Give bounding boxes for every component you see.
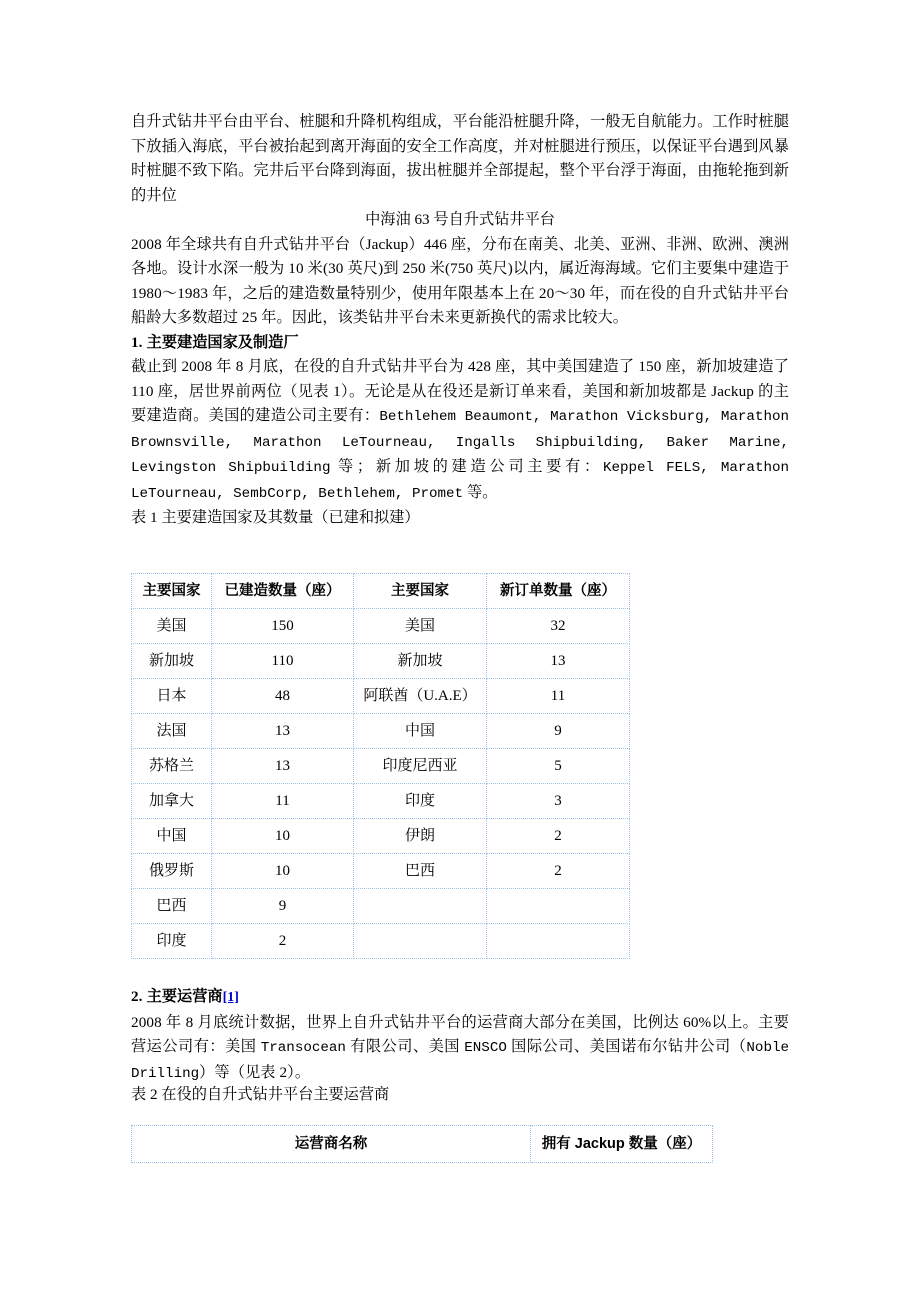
section-2-text-part2: 有限公司、美国 xyxy=(345,1038,465,1055)
table-header-row xyxy=(132,1126,713,1163)
operator-company-2: ENSCO xyxy=(464,1040,507,1056)
country-order-cell: 伊朗 xyxy=(354,819,487,854)
table-1-header-cell: 新订单数量（座） xyxy=(487,574,630,609)
built-count-cell: 48 xyxy=(212,679,354,714)
table-1-caption: 表 1 主要建造国家及其数量（已建和拟建） xyxy=(131,509,420,526)
table-1-header-cell: 主要国家 xyxy=(354,574,487,609)
country-order-cell: 印度 xyxy=(354,784,487,819)
country-built-cell: 新加坡 xyxy=(132,644,212,679)
table-row xyxy=(132,609,630,644)
order-count-cell: 3 xyxy=(487,784,630,819)
section-2-heading xyxy=(131,985,789,1011)
section-2-paragraph xyxy=(131,1011,789,1087)
operator-company-1: Transocean xyxy=(260,1040,346,1056)
section-1-paragraph xyxy=(131,355,789,506)
built-count-cell: 2 xyxy=(212,924,354,959)
built-count-cell: 110 xyxy=(212,644,354,679)
section-1-heading xyxy=(131,331,789,356)
table-row xyxy=(132,679,630,714)
order-count-cell xyxy=(487,889,630,924)
section-2-text-part4: ）等（见表 2）。 xyxy=(199,1063,311,1081)
country-order-cell: 美国 xyxy=(354,609,487,644)
built-count-cell: 10 xyxy=(212,854,354,889)
table-row xyxy=(132,784,630,819)
document-body xyxy=(131,110,789,531)
order-count-cell: 5 xyxy=(487,749,630,784)
operator-company-3: Noble Drilling xyxy=(131,1040,789,1082)
table-header-row xyxy=(132,574,630,609)
section-2-text-part1: 2008 年 8 月底统计数据，世界上自升式钻井平台的运营商大部分在美国，比例达 60%以上。主要营运公司有：美国 xyxy=(131,1013,789,1055)
table-1-header-cell: 已建造数量（座） xyxy=(212,574,354,609)
country-order-cell: 巴西 xyxy=(354,854,487,889)
built-count-cell: 13 xyxy=(212,749,354,784)
us-builders-list: Bethlehem Beaumont, Marathon Vicksburg, Marathon Brownsville, Marathon LeTourneau, Ingalls Shipbuilding, Baker Marine, Levingston Shipbuilding xyxy=(131,409,789,476)
figure-caption-title: 中海油 63 号自升式钻井平台 xyxy=(365,211,555,228)
order-count-cell: 13 xyxy=(487,644,630,679)
country-built-cell: 中国 xyxy=(132,819,212,854)
section-1-text-mid: 等；新加坡的建造公司主要有： xyxy=(330,458,603,475)
table-row xyxy=(132,644,630,679)
country-built-cell: 加拿大 xyxy=(132,784,212,819)
section-2-text-part3: 国际公司、美国诺布尔钻井公司（ xyxy=(506,1038,747,1055)
table-1-header-cell: 主要国家 xyxy=(132,574,212,609)
built-count-cell: 10 xyxy=(212,819,354,854)
footnote-reference-link[interactable]: [1] xyxy=(222,990,239,1005)
table-2-header-cell: 运营商名称 xyxy=(132,1126,531,1163)
country-built-cell: 法国 xyxy=(132,714,212,749)
country-built-cell: 苏格兰 xyxy=(132,749,212,784)
country-order-cell xyxy=(354,889,487,924)
order-count-cell xyxy=(487,924,630,959)
operators-table xyxy=(131,1125,713,1163)
table-2-caption: 表 2 在役的自升式钻井平台主要运营商 xyxy=(131,1086,390,1103)
intro-paragraph: 自升式钻井平台由平台、桩腿和升降机构组成，平台能沿桩腿升降，一般无自航能力。工作时桩腿下放插入海底，平台被抬起到离开海面的安全工作高度，并对桩腿进行预压，以保证平台遇到风暴时桩腿不致下陷。完井后平台降到海面，拔出桩腿并全部提起，整个平台浮于海面，由拖轮拖到新的井位 xyxy=(131,113,789,204)
table-row xyxy=(132,889,630,924)
order-count-cell: 11 xyxy=(487,679,630,714)
country-order-cell: 新加坡 xyxy=(354,644,487,679)
country-order-cell: 印度尼西亚 xyxy=(354,749,487,784)
section-2-block xyxy=(131,985,789,1086)
country-order-cell: 中国 xyxy=(354,714,487,749)
table-2-header-cell: 拥有 Jackup 数量（座） xyxy=(531,1126,713,1163)
section-1-text-end: 等。 xyxy=(463,483,498,501)
singapore-builders-list: Keppel FELS, Marathon LeTourneau, SembCorp, Bethlehem, Promet xyxy=(131,460,790,502)
section-2-title: 主要运营商 xyxy=(146,988,223,1005)
section-2-number: 2. xyxy=(131,988,143,1005)
order-count-cell: 2 xyxy=(487,854,630,889)
table-2-caption-wrap xyxy=(131,1083,789,1108)
section-1-number: 1. xyxy=(131,333,143,351)
country-built-cell: 巴西 xyxy=(132,889,212,924)
built-count-cell: 11 xyxy=(212,784,354,819)
table-row xyxy=(132,819,630,854)
table-row xyxy=(132,924,630,959)
order-count-cell: 9 xyxy=(487,714,630,749)
country-order-cell: 阿联酋（U.A.E） xyxy=(354,679,487,714)
country-built-cell: 俄罗斯 xyxy=(132,854,212,889)
country-built-cell: 美国 xyxy=(132,609,212,644)
order-count-cell: 2 xyxy=(487,819,630,854)
country-order-cell xyxy=(354,924,487,959)
built-count-cell: 13 xyxy=(212,714,354,749)
table-row xyxy=(132,854,630,889)
built-count-cell: 9 xyxy=(212,889,354,924)
table-row xyxy=(132,714,630,749)
global-stats-paragraph: 2008 年全球共有自升式钻井平台（Jackup）446 座，分布在南美、北美、亚洲、非洲、欧洲、澳洲各地。设计水深一般为 10 米(30 英尺)到 250 米(750 英尺)以内，属近海海域。它们主要集中建造于 1980～1983 年，之后的建造数量特别少，使用年限基本上在 20～30 年，而在役的自升式钻井平台船龄大多数超过 25 年。因此，该类钻井平台未来更新换代的需求比较大。 xyxy=(131,235,789,326)
builders-by-country-table xyxy=(131,573,630,959)
order-count-cell: 32 xyxy=(487,609,630,644)
country-built-cell: 日本 xyxy=(132,679,212,714)
section-1-text-part1: 截止到 2008 年 8 月底，在役的自升式钻井平台为 428 座，其中美国建造了 150 座，新加坡建造了 110 座，居世界前两位（见表 1）。无论是从在役还是新订单来看，美国和新加坡都是 Jackup 的主要建造商。美国的建造公司主要有： xyxy=(131,358,789,424)
section-1-title: 主要建造国家及制造厂 xyxy=(146,333,299,351)
built-count-cell: 150 xyxy=(212,609,354,644)
country-built-cell: 印度 xyxy=(132,924,212,959)
table-row xyxy=(132,749,630,784)
